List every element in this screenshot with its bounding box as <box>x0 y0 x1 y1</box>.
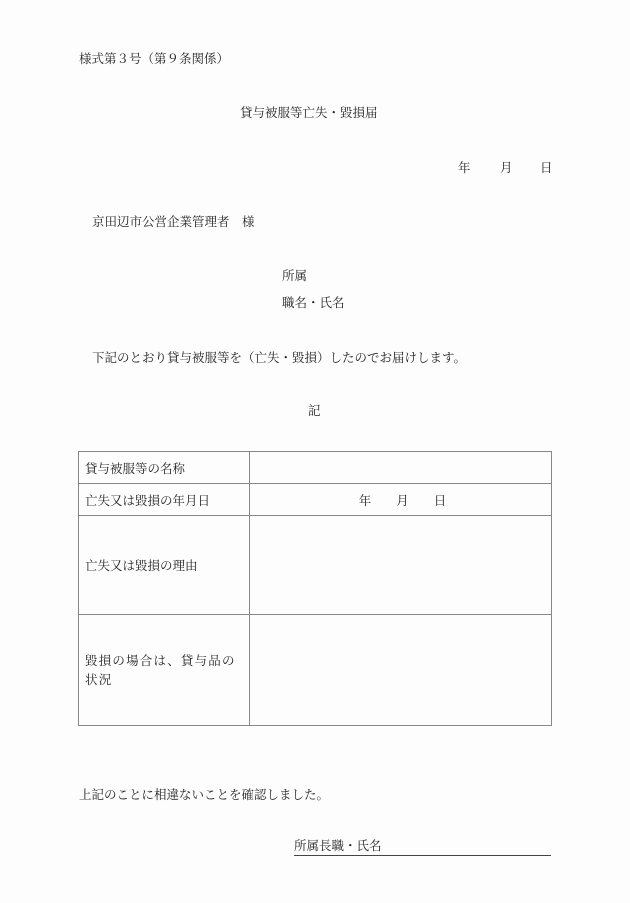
date-day-label: 日 <box>540 160 553 175</box>
confirmation-text: 上記のことに相違ないことを確認しました。 <box>79 787 330 802</box>
body-text: 下記のとおり貸与被服等を（亡失・毀損）したのでお届けします。 <box>92 350 467 365</box>
item-name-label: 貸与被服等の名称 <box>79 452 250 484</box>
loss-date-value[interactable]: 年 月 日 <box>250 484 552 516</box>
affiliation-label: 所属 <box>282 268 308 283</box>
damage-status-value[interactable] <box>250 615 552 726</box>
table-row <box>79 452 552 484</box>
item-name-value[interactable] <box>250 452 552 484</box>
ki-heading: 記 <box>308 403 321 418</box>
items-table <box>78 451 552 726</box>
table-row <box>79 615 552 726</box>
loss-date-label: 亡失又は毀損の年月日 <box>79 484 250 516</box>
date-month-label: 月 <box>500 160 513 175</box>
loss-reason-value[interactable] <box>250 516 552 615</box>
signature-label: 所属長職・氏名 <box>294 838 382 853</box>
damage-status-label: 毀損の場合は、貸与品の状況 <box>79 615 250 726</box>
document-title: 貸与被服等亡失・毀損届 <box>240 105 378 120</box>
date-year-label: 年 <box>458 160 471 175</box>
addressee: 京田辺市公営企業管理者 様 <box>92 214 255 229</box>
table-row <box>79 484 552 516</box>
form-number: 様式第３号（第９条関係） <box>79 51 230 66</box>
loss-reason-label: 亡失又は毀損の理由 <box>79 516 250 615</box>
table-row <box>79 516 552 615</box>
name-label: 職名・氏名 <box>282 295 345 310</box>
signature-line[interactable] <box>294 840 551 856</box>
